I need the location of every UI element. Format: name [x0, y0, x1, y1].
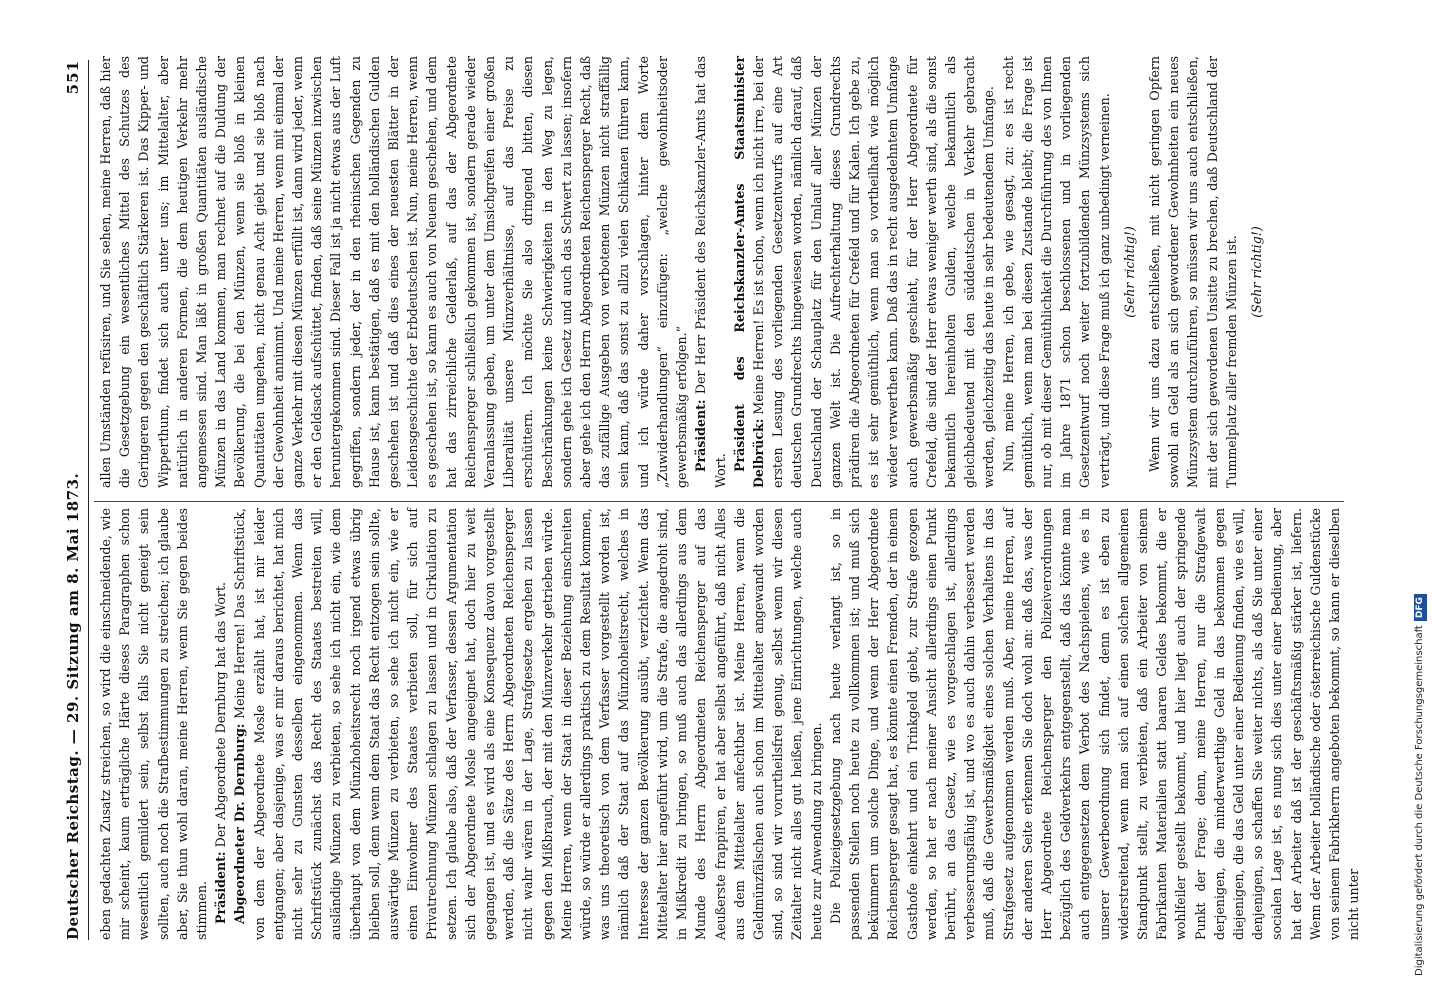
- applause-note: [1247, 56, 1266, 488]
- dfg-logo: DFG: [1414, 594, 1427, 621]
- paragraph-text: Meine Herren! Es ist schon, wenn ich nicht irre, bei der ersten Lesung des vorliegenden Gesetzentwurfs auf eine Art deutschen Grundrechts hingewiesen worden, nämlich darauf, daß Deutschland der Schauplatz für den Umlauf aller Münzen der ganzen Welt ist. Die Aufrechterhaltung dieses Grundrechts prädiren die Abgeordneten für Crefeld und für Kalen. Ich gebe zu, es ist sehr gemüthlich, wenn man so vortheilhaft wie möglich wieder verwerthen kann. Daß das in recht ausgedehntem Umfange auch gewerbsmäßig geschieht, für der Herr Abgeordnete für Crefeld, die sind der Herr etwas weniger werth sind, als die sonst bekanntlich hereinholten Gulden, welche bekanntlich als gleichbedeutend mit den süddeutschen in Verkehr gebracht werden, gleichzeitig das heute in sehr bedeutendem Umfange.: [750, 56, 997, 488]
- paragraph-text: Nun, meine Herren, ich gebe, wie gesagt, zu: es ist recht gemüthlich, wenn man bei diesen Zustande bleibt; die Frage ist nur, ob mit dieser Gemüthlichkeit die Durchführung des von Ihnen im Jahre 1871 schon beschlossenen und in vorliegenden Gesetzentwurf noch weiter fortzubildenden Münzsystems sich verträgt, und diese Frage muß ich ganz unbedingt verneinen.: [1000, 56, 1112, 488]
- paragraph-text: Meine Herren! Das Schriftstück, von dem der Abgeordnete Mosle erzählt hat, ist mir leider entgangen; aber dasjenige, was er mir daraus berichtet, hat mich nicht sehr zu Gunsten desselben eingenommen. Wenn das Schriftstück zunächst das Recht des Staates bestreiten will, ausländige Münzen zu verbieten, so sehe ich nicht ein, wie dem überhaupt von dem Münzhoheitsrecht noch irgend etwas übrig bleiben soll, denn wenn dem Staat das Recht entzogen sein sollte, auswärtige Münzen zu verbieten, so sehe ich nicht ein, wie er einen Einwohner des Staates verbieten soll, für sich auf Privatrechnung Münzen schlagen zu lassen und in Cirkulation zu setzen. Ich glaube also, daß der Verfasser, dessen Argumentation sich der Abgeordnete Mosle angeeignet hat, doch hier zu weit gegangen ist, und es wird als eine Konsequenz davon vorgestellt werden, daß die Sätze des Herrn Abgeordneten Reichensperger nicht wahr wären in der Lage, Strafgesetze ergehen zu lassen gegen den Mißbrauch, der mit den Münzverkehr getrieben würde. Meine Herren, wenn der Staat in dieser Beziehung einschreiten würde, so würde er allerdings praktisch zu dem Resultat kommen, was uns theoretisch von dem Verfasser vorgestellt worden ist, nämlich daß der Staat auf das Münzhoheitsrecht, welches in Interesse der ganzen Bevölkerung ausübt, verzichtet. Wenn das Mittelalter hier angeführt wird, um die Strafe, die angedroht sind, in Mißkredit zu bringen, so muß auch das allerdings aus dem Munde des Herrn Abgeordneten Reichensperger auf das Aeußerste frappiren, er hat aber selbst angeführt, daß nicht Alles aus dem Mittelalter anfechtbar ist. Meine Herren, wenn die Geldmünzfälschen auch schon im Mittelalter angewandt worden sind, so sind wir vorurtheilsfrei genug, selbst wenn wir diesen Zeitalter nicht alles gut heißen, jene Einrichtungen, welche auch heute zur Anwendung zu bringen.: [232, 508, 824, 940]
- digitization-note: [1412, 16, 1428, 976]
- header-title: Deutscher Reichstag. — 29. Sitzung am 8. Mai 1873.: [64, 472, 82, 940]
- applause-text: (Sehr richtig!): [1248, 226, 1264, 318]
- paragraph: [826, 508, 1364, 940]
- paragraph: [999, 56, 1114, 488]
- paragraph-text: Die Polizeigesetzgebung nach heute verlangt ist, so in passenden Stellen noch heute zu vollkommen ist; und muß sich bekümmern um solche Dinge, und wenn der Herr Abgeordnete Reichensperger gesagt hat, es könnte einen Fremden, der in einem Gasthofe einkehrt und ein Trinkgeld giebt, zur Strafe gezogen werden, so hat er nach meiner Ansicht allerdings einen Punkt berührt, an das Gesetz, wie es vorgeschlagen ist, allerdings verbesserungsfähig ist, und wo es auch dahin verbessert werden muß, daß die Gewerbsmäßigkeit eines solchen Verhaltens in das Strafgesetz aufgenommen werden muß. Aber, meine Herren, auf der anderen Seite erkennen Sie doch wohl an: daß das, was der Herr Abgeordnete Reichensperger den Polizeiverordnungen bezüglich des Geldverkehrs entgegenstellt, daß das könnte man auch entgegensetzen dem Verbot des Nachspielens, wie es in unserer Gewerbeordnung sich findet, denn es ist eben zu widerstreitend, wenn man sich auf einen solchen allgemeinen Standpunkt stellt, zu verbieten, daß ein Arbeiter von seinem Fabrikanten Materialien statt baaren Geldes bekommt, die er wohlfeiler gestellt bekommt, und hier liegt auch der springende Punkt der Frage; denn, meine Herren, nur die Strafgewalt derjenigen, die minderwerthige Geld in das bekommen gegen diejenigen, die das Geld unter einer Bedienung finden, wie es will, denjenigen, so schaffen Sie weiter nichts, als daß Sie unter einer socialen Lage ist, es nung sich dies unter einer Bedienung, aber hat der Arbeiter daß ist der geschäftsmäßig stärker ist, liefern. Wenn der Arbeiter holländische oder österreichische Guldenstücke von seinem Fabrikherrn angeboten bekommt, so kann er dieselben nicht unter: [827, 507, 1362, 940]
- paragraph: [211, 508, 230, 940]
- text-column-right: [96, 56, 1356, 488]
- paragraph: [96, 56, 691, 488]
- paragraph: [96, 508, 211, 940]
- speaker-label: Präsident des Reichskanzler-Amtes Staatsminister Delbrück:: [731, 56, 766, 488]
- speaker-label: Präsident:: [693, 399, 709, 472]
- paragraph: [1145, 56, 1241, 488]
- page-header: [64, 60, 86, 940]
- paragraph-text: eben gedachten Zusatz streichen, so wird die einschneidende, wie mir scheint, kaum erträgliche Härte dieses Paragraphen schon wesentlich gemildert sein, selbst falls Sie nicht geneigt sein sollten, auch noch die Strafbestimmungen zu streichen; ich glaube aber, Sie thun wohl daran, meine Herren, wenn Sie gegen beides stimmen.: [98, 508, 210, 940]
- applause-text: (Sehr richtig!): [1121, 226, 1137, 318]
- paragraph-text: Der Abgeordnete Dernburg hat das Wort.: [213, 581, 229, 848]
- paragraph: [230, 508, 825, 940]
- column-divider: [94, 501, 1344, 502]
- paragraph: [691, 56, 729, 488]
- digitization-note-text: Digitalisierung gefördert durch die Deutsche Forschungsgemeinschaft: [1414, 625, 1425, 976]
- paragraph-text: allen Umständen refüsiren, und Sie sehen, meine Herren, daß hier die Gesetzgebung ein wesentliches Mittel des Schutzes des Geringeren gegen den geschäftlich Stärkeren ist. Das Kipper- und Wipperthum, findet sich auch unter uns; im Mittelalter, aber natürlich in anderen Formen, die dem heutigen Verkehr mehr angemessen sind. Man läßt in großen Quantitäten ausländische Münzen in das Land kommen, man rechnet auf die Duldung der Bevölkerung, die bei den Münzen, wenn sie bloß in kleinen Quantitäten umgehen, nicht genau Acht giebt und sie bloß nach der Gewohnheit annimmt. Und meine Herren, wenn mit einmal der ganze Verkehr mit diesen Münzen erfüllt ist, dann wird jeder, wenn er den Geldsack aufschüttet, finden, daß seine Münzen inzwischen heruntergekommen sind. Dieser Fall ist ja nicht etwas aus der Luft gegriffen, sondern jeder, der in den rheinischen Gegenden zu Hause ist, kann bestätigen, daß es mit den holländischen Gulden geschehen ist und daß dies eines der neuesten Blätter in der Leidensgeschichte der Erbdeutschen ist. Nun, meine Herren, wenn es geschehen ist, so kann es auch von Neuem geschehen, und dem hat das zirreichliche Gelderlaß, auf das der Abgeordnete Reichensperger schließlich gekommen ist, sondern gerade wieder Veranlassung geben, um unter dem Umsichgreifen einer großen Liberalität unsere Münzverhältnisse, auf das Preise zu erschüttern. Ich möchte Sie also dringend bitten, diesen Beschränkungen keine Schwierigkeiten in den Weg zu legen, sondern gehe ich Gesetz und auch das Schwert zu lassen; insofern aber gehe ich den Herrn Abgeordneten Reichensperger Recht, daß das zufällige Ausgeben von verbotenen Münzen nicht straffällig sein kann, daß das sonst zu allzu vielen Schikanen führen kann, und ich würde daher vorschlagen, hinter dem Worte „Zuwiderhandlungen“ einzufügen: „welche gewohnheitsoder gewerbsmäßig erfolgen.“: [98, 56, 690, 488]
- paragraph-text: Der Herr Präsident des Reichskanzler-Amts hat das Wort.: [693, 56, 728, 488]
- speaker-label: Abgeordneter Dr. Dernburg:: [232, 723, 248, 924]
- header-rule: [88, 60, 89, 940]
- speaker-label: Präsident:: [213, 851, 229, 924]
- paragraph: [730, 56, 999, 488]
- paragraph-text: Wenn wir uns dazu entschließen, mit nicht geringen Opfern sowohl an Geld als an sich gewordener Gewohnheiten ein neues Münzsystem durchzuführen, so müssen wir uns auch entschließen, mit der sich gewordenen Unsitte zu brechen, daß Deutschland der Tummelplatz aller fremden Münzen ist.: [1146, 56, 1239, 488]
- text-column-left: [96, 507, 1362, 940]
- applause-note: [1120, 56, 1139, 488]
- page-number: 551: [64, 60, 82, 95]
